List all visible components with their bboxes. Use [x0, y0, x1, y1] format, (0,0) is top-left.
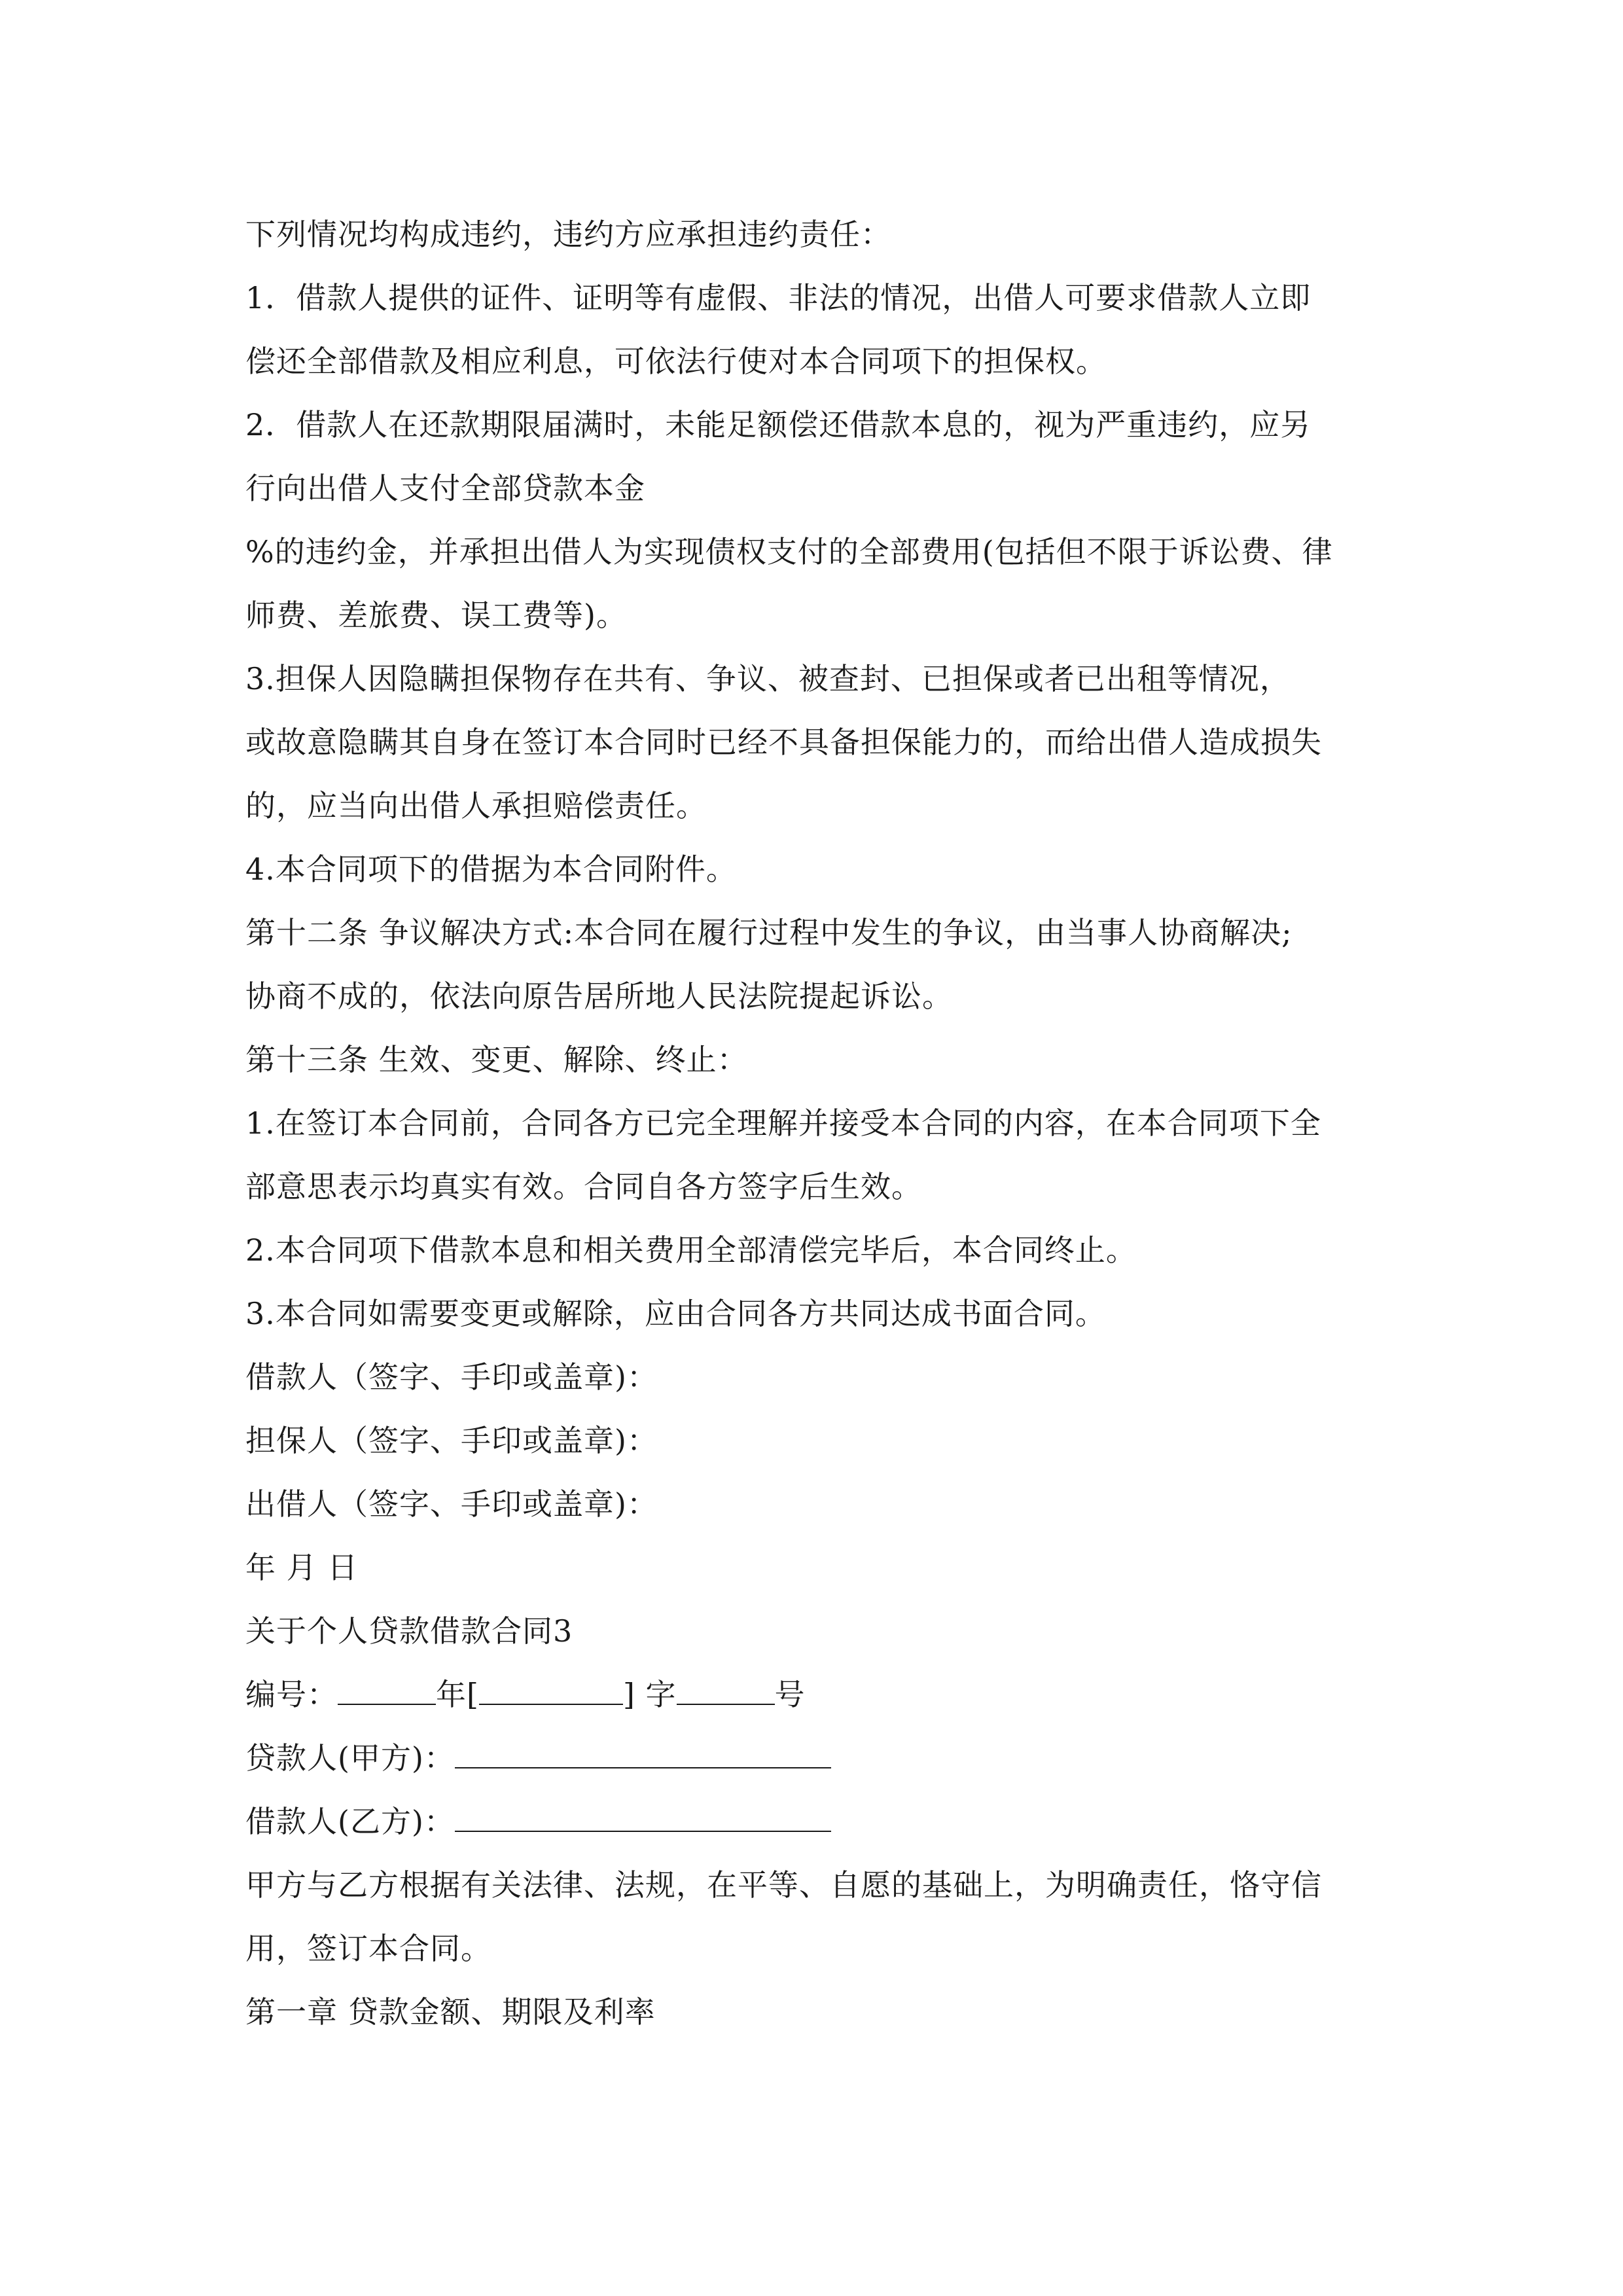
text-line: 下列情况均构成违约，违约方应承担违约责任： — [245, 217, 891, 252]
signature-line-guarantor: 担保人（签字、手印或盖章)： — [245, 1423, 658, 1458]
text-line: 协商不成的，依法向原告居所地人民法院提起诉讼。 — [245, 978, 953, 1014]
date-line: 年 月 日 — [245, 1550, 359, 1585]
lender-label: 贷款人(甲方)： — [245, 1740, 455, 1776]
signature-line-borrower: 借款人（签字、手印或盖章)： — [245, 1359, 658, 1395]
text-line: 部意思表示均真实有效。合同自各方签字后生效。 — [245, 1169, 922, 1204]
bracket-blank — [479, 1666, 623, 1705]
lender-blank — [455, 1729, 831, 1768]
text-line: 4.本合同项下的借据为本合同附件。 — [245, 852, 737, 887]
text-line: 甲方与乙方根据有关法律、法规，在平等、自愿的基础上，为明确责任，恪守信 — [245, 1867, 1322, 1903]
text-line: 3.担保人因隐瞒担保物存在共有、争议、被查封、已担保或者已出租等情况， — [245, 661, 1291, 696]
text-line: 第十三条 生效、变更、解除、终止： — [245, 1042, 748, 1077]
signature-line-lender: 出借人（签字、手印或盖章)： — [245, 1486, 658, 1522]
borrower-blank — [455, 1793, 831, 1832]
text-line: 2．借款人在还款期限届满时，未能足额偿还借款本息的，视为严重违约，应另 — [245, 407, 1311, 442]
text-line: 师费、差旅费、误工费等)。 — [245, 598, 627, 633]
borrower-label: 借款人(乙方)： — [245, 1804, 455, 1839]
text-line: 用，签订本合同。 — [245, 1931, 491, 1966]
year-blank — [338, 1666, 436, 1705]
bracket-close: ] — [622, 1677, 635, 1712]
contract-title: 关于个人贷款借款合同3 — [245, 1613, 573, 1649]
number-blank — [677, 1666, 775, 1705]
text-line: 第十二条 争议解决方式:本合同在履行过程中发生的争议，由当事人协商解决; — [245, 915, 1293, 950]
text-line: 3.本合同如需要变更或解除，应由合同各方共同达成书面合同。 — [245, 1296, 1106, 1331]
text-line: 偿还全部借款及相应利息，可依法行使对本合同项下的担保权。 — [245, 344, 1107, 379]
number-label: 编号： — [245, 1677, 338, 1712]
text-line: 1.在签订本合同前，合同各方已完全理解并接受本合同的内容，在本合同项下全 — [245, 1105, 1321, 1141]
hao-label: 号 — [774, 1677, 806, 1712]
contract-number-line — [245, 1663, 1384, 1727]
zi-label: 字 — [645, 1677, 677, 1712]
text-line: 的，应当向出借人承担赔偿责任。 — [245, 788, 707, 823]
text-line: 或故意隐瞒其自身在签订本合同时已经不具备担保能力的，而给出借人造成损失 — [245, 725, 1322, 760]
text-line: 行向出借人支付全部贷款本金 — [245, 471, 645, 506]
text-line: 1．借款人提供的证件、证明等有虚假、非法的情况，出借人可要求借款人立即 — [245, 280, 1311, 315]
year-label: 年[ — [436, 1677, 479, 1712]
document-body — [245, 203, 1384, 2044]
borrower-party-line — [245, 1790, 1384, 1854]
lender-party-line — [245, 1727, 1384, 1790]
text-line: 2.本合同项下借款本息和相关费用全部清偿完毕后，本合同终止。 — [245, 1232, 1137, 1268]
text-line: %的违约金，并承担出借人为实现债权支付的全部费用(包括但不限于诉讼费、律 — [245, 534, 1333, 569]
chapter-heading: 第一章 贷款金额、期限及利率 — [245, 1994, 656, 2030]
